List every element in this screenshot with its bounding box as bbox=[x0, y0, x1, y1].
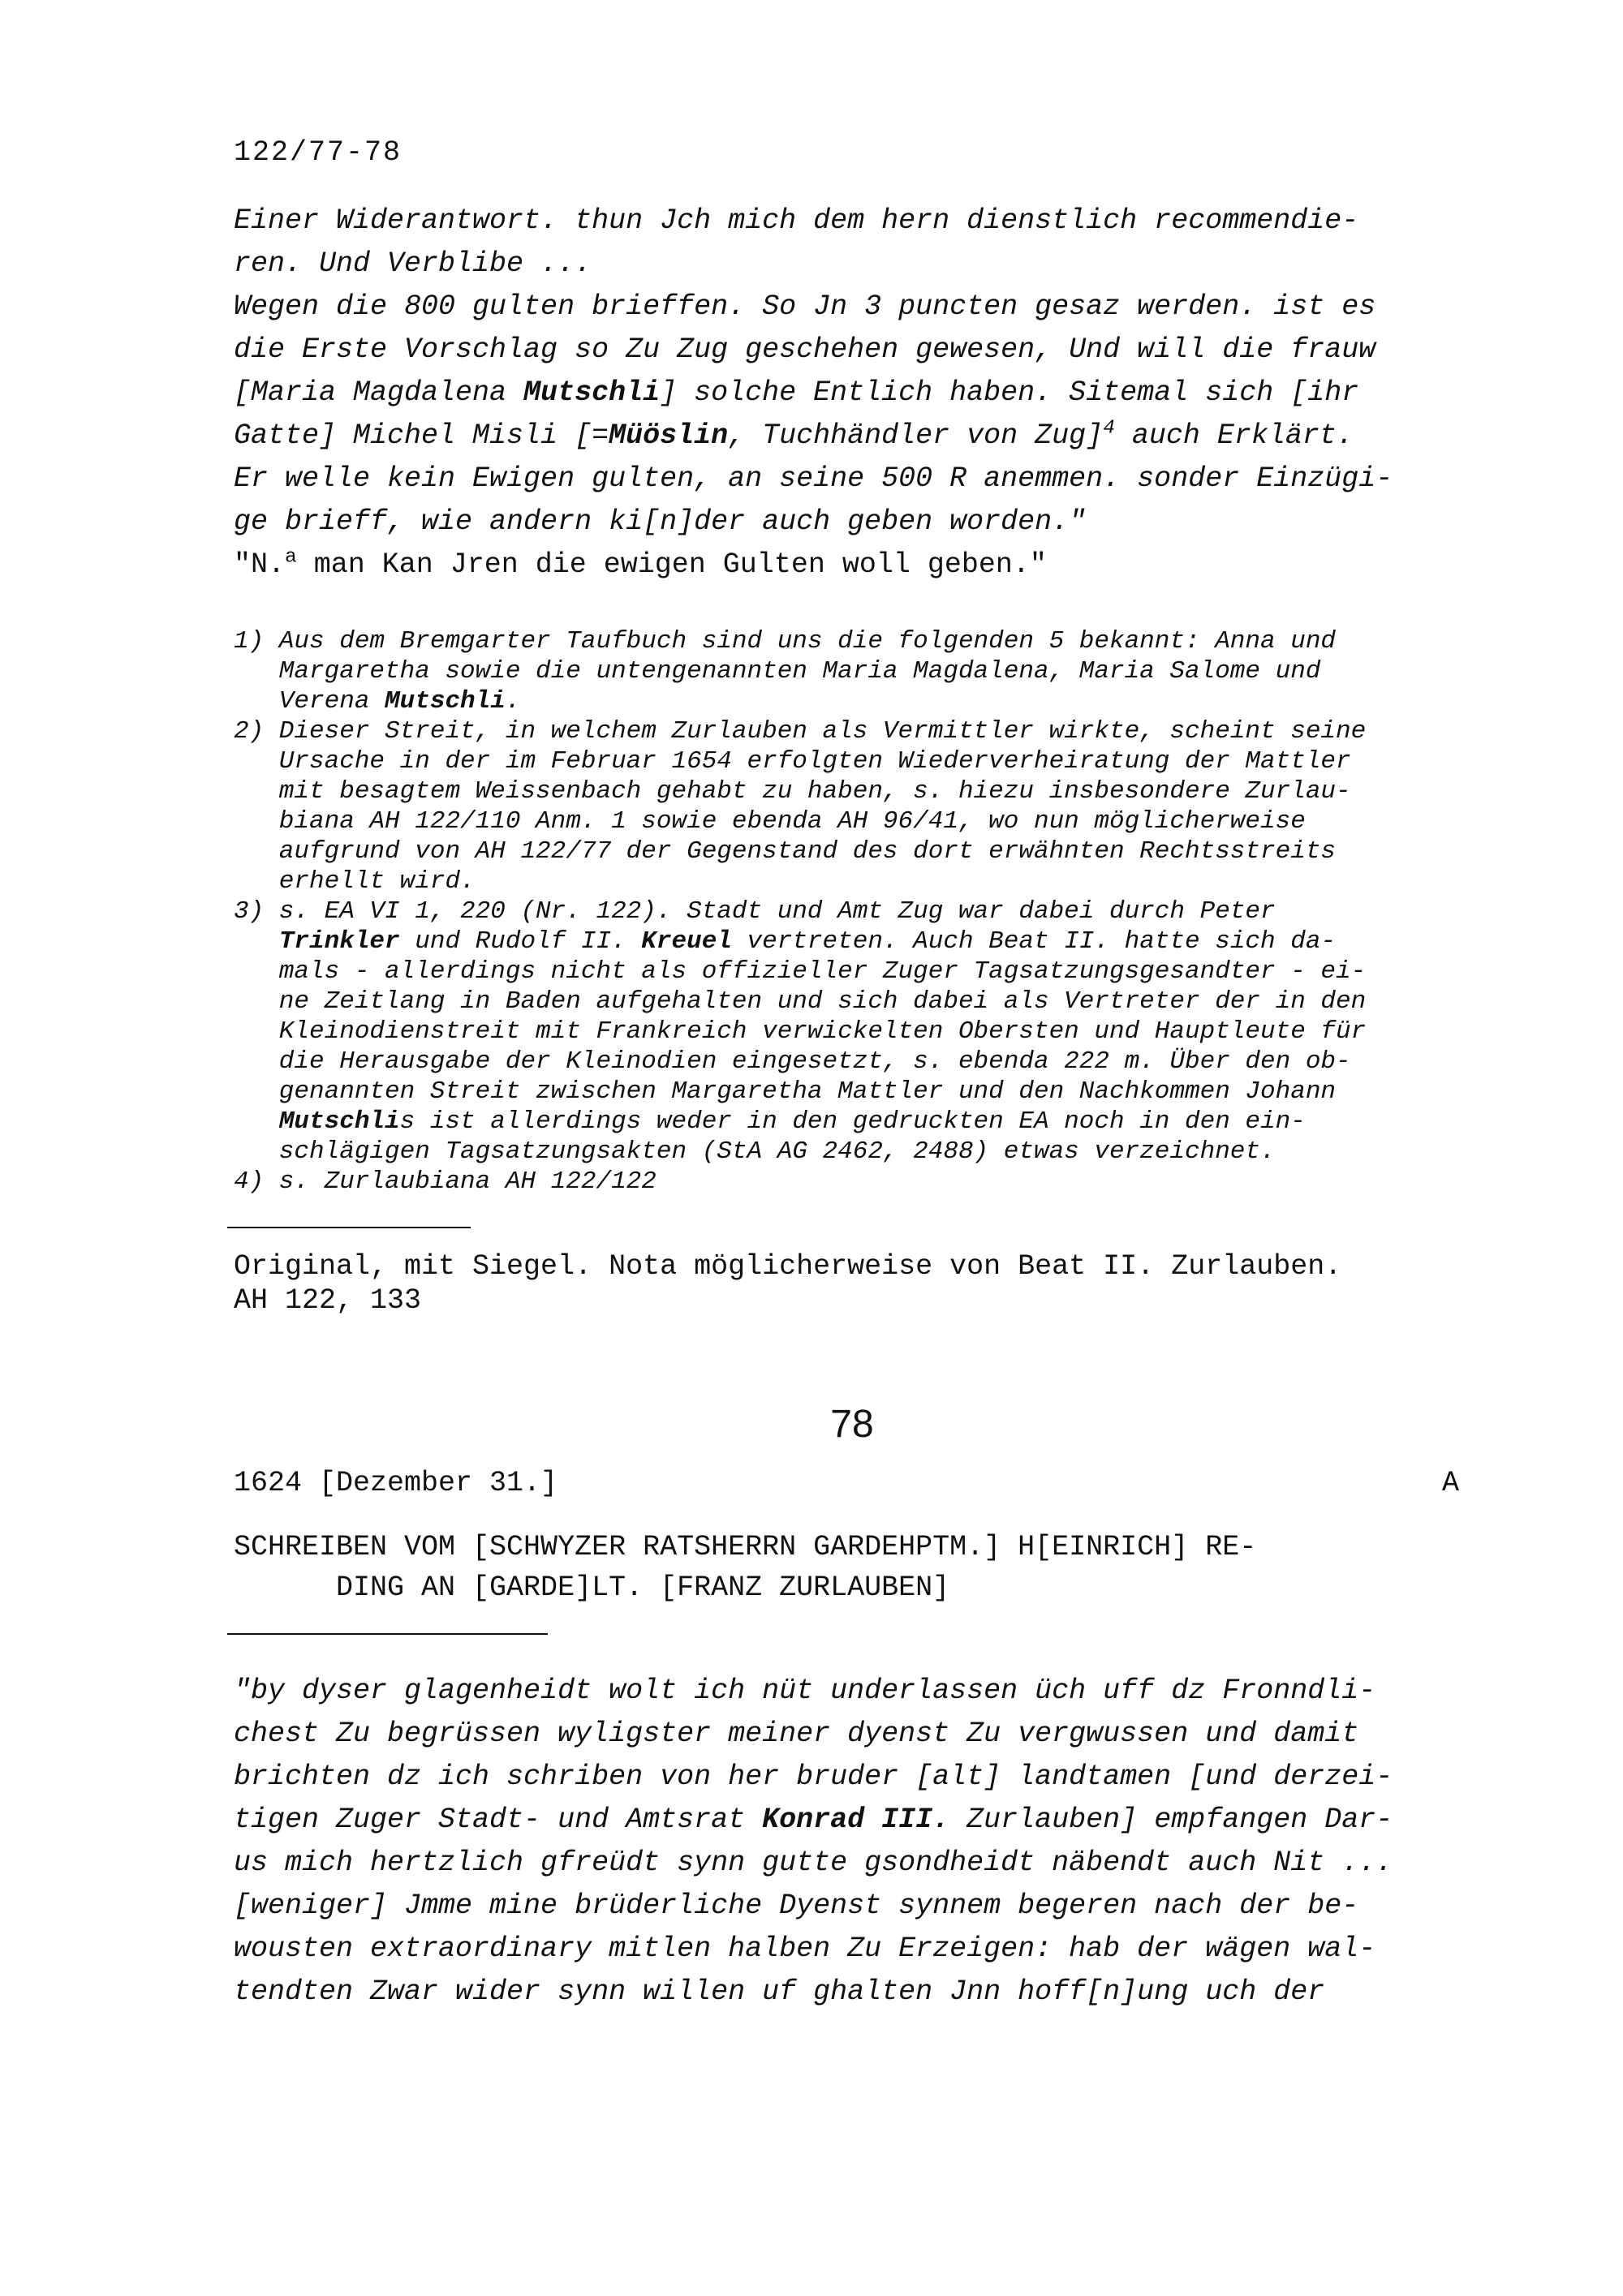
nota-line: "N.$^a$ man Kan Jren die ewigen Gulten woll geben." bbox=[234, 546, 1047, 581]
footnote-line: biana AH 122/110 Anm. 1 sowie ebenda AH 96/41, wo nun möglicherweise bbox=[234, 807, 1306, 836]
text-line: Einer Widerantwort. thun Jch mich dem hern dienstlich recommendie- bbox=[234, 204, 1359, 237]
footnote-line: genannten Streit zwischen Margaretha Mattler und den Nachkommen Johann bbox=[234, 1077, 1337, 1106]
footnote-line: 3) s. EA VI 1, 220 (Nr. 122). Stadt und Amt Zug war dabei durch Peter bbox=[234, 897, 1276, 926]
footnote-line: erhellt wird. bbox=[234, 867, 476, 896]
footnote-rule bbox=[227, 1227, 471, 1228]
text-line: tigen Zuger Stadt- und Amtsrat Konrad III. Zurlauben] empfangen Dar- bbox=[234, 1804, 1393, 1836]
footnote-line: schlägigen Tagsatzungsakten (StA AG 2462, 2488) etwas verzeichnet. bbox=[234, 1137, 1276, 1166]
text-line: Er welle kein Ewigen gulten, an seine 500 R anemmen. sonder Einzügi- bbox=[234, 462, 1393, 495]
document-number: 78 bbox=[830, 1403, 874, 1446]
text-line: tendten Zwar wider synn willen uf ghalten Jnn hoff[n]ung uch der bbox=[234, 1976, 1325, 2008]
dateline: 1624 [Dezember 31.] bbox=[234, 1467, 558, 1499]
heading-line: SCHREIBEN VOM [SCHWYZER RATSHERRN GARDEHPTM.] H[EINRICH] RE- bbox=[234, 1531, 1257, 1563]
text-line: die Erste Vorschlag so Zu Zug geschehen gewesen, Und will die frauw bbox=[234, 333, 1376, 366]
footnote-line: 2) Dieser Streit, in welchem Zurlauben als Vermittler wirkte, scheint seine bbox=[234, 717, 1367, 746]
heading-rule bbox=[227, 1633, 548, 1635]
source-note bbox=[234, 1249, 1341, 1318]
text-line: brichten dz ich schriben von her bruder [alt] landtamen [und derzei- bbox=[234, 1761, 1393, 1793]
text-line: Wegen die 800 gulten brieffen. So Jn 3 puncten gesaz werden. ist es bbox=[234, 290, 1376, 323]
footnote-line: Kleinodienstreit mit Frankreich verwickelten Obersten und Hauptleute für bbox=[234, 1017, 1367, 1046]
dateline-letter: A bbox=[1442, 1467, 1460, 1499]
footnote-line: Ursache in der im Februar 1654 erfolgten Wiederverheiratung der Mattler bbox=[234, 747, 1351, 776]
source-line: Original, mit Siegel. Nota möglicherweise von Beat II. Zurlauben. bbox=[234, 1250, 1342, 1283]
footnote-line: Margaretha sowie die untengenannten Maria Magdalena, Maria Salome und bbox=[234, 657, 1321, 686]
heading-line: DING AN [GARDE]LT. [FRANZ ZURLAUBEN] bbox=[234, 1572, 950, 1604]
text-line: [weniger] Jmme mine brüderliche Dyenst synnem begeren nach der be- bbox=[234, 1890, 1359, 1922]
text-line: ge brieff, wie andern ki[n]der auch geben worden." bbox=[234, 505, 1087, 538]
footnote-line: ne Zeitlang in Baden aufgehalten und sich dabei als Vertreter der in den bbox=[234, 987, 1367, 1016]
text-line: "by dyser glagenheidt wolt ich nüt underlassen üch uff dz Fronndli- bbox=[234, 1675, 1376, 1707]
footnote-line: mit besagtem Weissenbach gehabt zu haben, s. hiezu insbesondere Zurlau- bbox=[234, 777, 1351, 806]
footnote-line: Verena Mutschli. bbox=[234, 687, 521, 716]
footnote-line: aufgrund von AH 122/77 der Gegenstand des dort erwähnten Rechtsstreits bbox=[234, 837, 1337, 866]
source-line: AH 122, 133 bbox=[234, 1284, 422, 1317]
text-line: us mich hertzlich gfreüdt synn gutte gsondheidt näbendt auch Nit ... bbox=[234, 1847, 1393, 1879]
page-reference: 122/77-78 bbox=[234, 136, 403, 169]
footnote-line: mals - allerdings nicht als offizieller Zuger Tagsatzungsgesandter - ei- bbox=[234, 957, 1367, 986]
footnote-line: 4) s. Zurlaubiana AH 122/122 bbox=[234, 1167, 657, 1196]
text-line: wousten extraordinary mitlen halben Zu Erzeigen: hab der wägen wal- bbox=[234, 1933, 1376, 1965]
footnotes bbox=[234, 626, 1366, 1197]
footnote-line: Trinkler und Rudolf II. Kreuel vertreten. Auch Beat II. hatte sich da- bbox=[278, 927, 1337, 956]
continued-letter-text bbox=[234, 200, 1393, 544]
text-line: ren. Und Verblibe ... bbox=[234, 247, 592, 280]
text-line: [Maria Magdalena Mutschli] solche Entlich haben. Sitemal sich [ihr bbox=[234, 376, 1359, 409]
text-line: Gatte] Michel Misli [=Müöslin, Tuchhändler von Zug]$^4$ auch Erklärt. bbox=[234, 417, 1354, 452]
footnote-line: Mutschlis ist allerdings weder in den gedruckten EA noch in den ein- bbox=[278, 1107, 1306, 1136]
letter-body bbox=[234, 1670, 1393, 2014]
footnote-line: die Herausgabe der Kleinodien eingesetzt, s. ebenda 222 m. Über den ob- bbox=[234, 1047, 1351, 1076]
document-heading bbox=[234, 1527, 1256, 1608]
footnote-line: 1) Aus dem Bremgarter Taufbuch sind uns die folgenden 5 bekannt: Anna und bbox=[234, 627, 1337, 656]
text-line: chest Zu begrüssen wyligster meiner dyenst Zu vergwussen und damit bbox=[234, 1718, 1359, 1750]
